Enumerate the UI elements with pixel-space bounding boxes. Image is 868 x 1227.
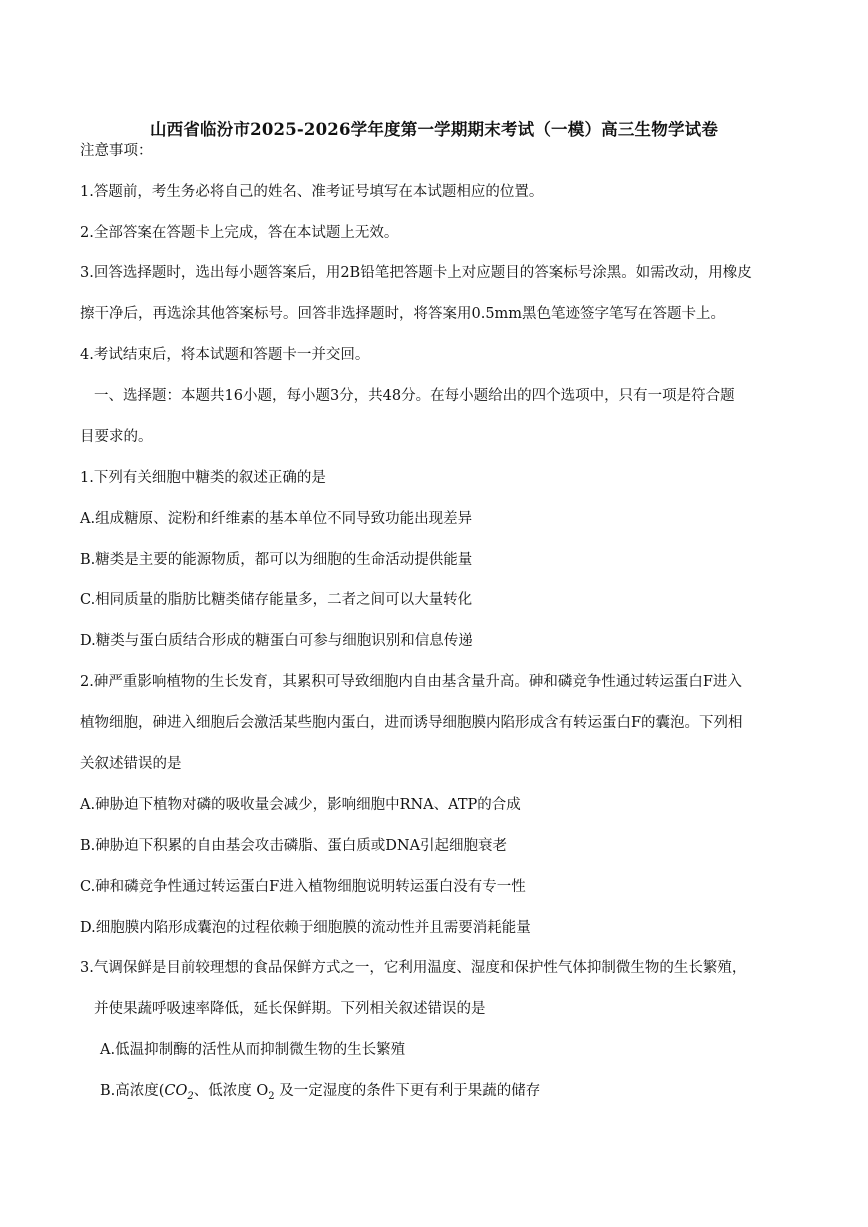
question-1-stem: 1.下列有关细胞中糖类的叙述正确的是 [80, 470, 326, 486]
o2-subscript: 2 [268, 1090, 275, 1102]
question-2-stem: 2.砷严重影响植物的生长发育，其累积可导致细胞内自由基含量升高。砷和磷竞争性通过转运蛋白F进入 [80, 674, 742, 690]
question-3-stem-continued: 并使果蔬呼吸速率降低，延长保鲜期。下列相关叙述错误的是 [94, 1001, 486, 1017]
question-1-option-a: A.组成糖原、淀粉和纤维素的基本单位不同导致功能出现差异 [80, 511, 473, 527]
section-heading: 一、选择题：本题共16小题，每小题3分，共48分。在每小题给出的四个选项中，只有一项是符合题 [94, 388, 735, 404]
question-1-option-b: B.糖类是主要的能源物质，都可以为细胞的生命活动提供能量 [80, 552, 473, 568]
notice-item: 3.回答选择题时，选出每小题答案后，用2B铅笔把答题卡上对应题目的答案标号涂黑。如需改动，用橡皮 [80, 265, 752, 281]
question-2-option-d: D.细胞膜内陷形成囊泡的过程依赖于细胞膜的流动性并且需要消耗能量 [80, 920, 531, 936]
question-2-option-c: C.砷和磷竞争性通过转运蛋白F进入植物细胞说明转运蛋白没有专一性 [80, 879, 526, 895]
exam-title: 山西省临汾市2025-2026学年度第一学期期末考试（一模）高三生物学试卷 [149, 120, 719, 139]
question-3-option-a: A.低温抑制酶的活性从而抑制微生物的生长繁殖 [100, 1042, 406, 1058]
section-heading-continued: 目要求的。 [80, 429, 153, 445]
question-1-option-d: D.糖类与蛋白质结合形成的糖蛋白可参与细胞识别和信息传递 [80, 633, 473, 649]
notice-heading: 注意事项： [80, 143, 153, 159]
notice-item: 1.答题前，考生务必将自己的姓名、准考证号填写在本试题相应的位置。 [80, 184, 544, 200]
option-b-suffix: 及一定湿度的条件下更有利于果蔬的储存 [274, 1083, 541, 1099]
co2-formula: $CO_2$ [164, 1083, 194, 1102]
question-3-option-b [100, 1081, 540, 1107]
question-3-stem: 3.气调保鲜是目前较理想的食品保鲜方式之一，它利用温度、湿度和保护性气体抑制微生物的生长繁殖， [80, 960, 747, 976]
question-2-stem-continued: 植物细胞，砷进入细胞后会激活某些胞内蛋白，进而诱导细胞膜内陷形成含有转运蛋白F的囊泡。下列相 [80, 715, 743, 731]
question-1-option-c: C.相同质量的脂肪比糖类储存能量多，二者之间可以大量转化 [80, 592, 473, 608]
question-2-option-a: A.砷胁迫下植物对磷的吸收量会减少，影响细胞中RNA、ATP的合成 [80, 797, 521, 813]
notice-item-continued: 擦干净后，再选涂其他答案标号。回答非选择题时，将答案用0.5mm黑色笔迹签字笔写在答题卡上。 [80, 306, 726, 322]
notice-item: 2.全部答案在答题卡上完成，答在本试题上无效。 [80, 225, 399, 241]
option-b-prefix: B.高浓度( [100, 1083, 165, 1099]
notice-item: 4.考试结束后，将本试题和答题卡一并交回。 [80, 347, 370, 363]
question-2-stem-continued: 关叙述错误的是 [80, 756, 182, 772]
question-2-option-b: B.砷胁迫下积累的自由基会攻击磷脂、蛋白质或DNA引起细胞衰老 [80, 838, 508, 854]
option-b-mid: 、低浓度 O [193, 1083, 269, 1099]
